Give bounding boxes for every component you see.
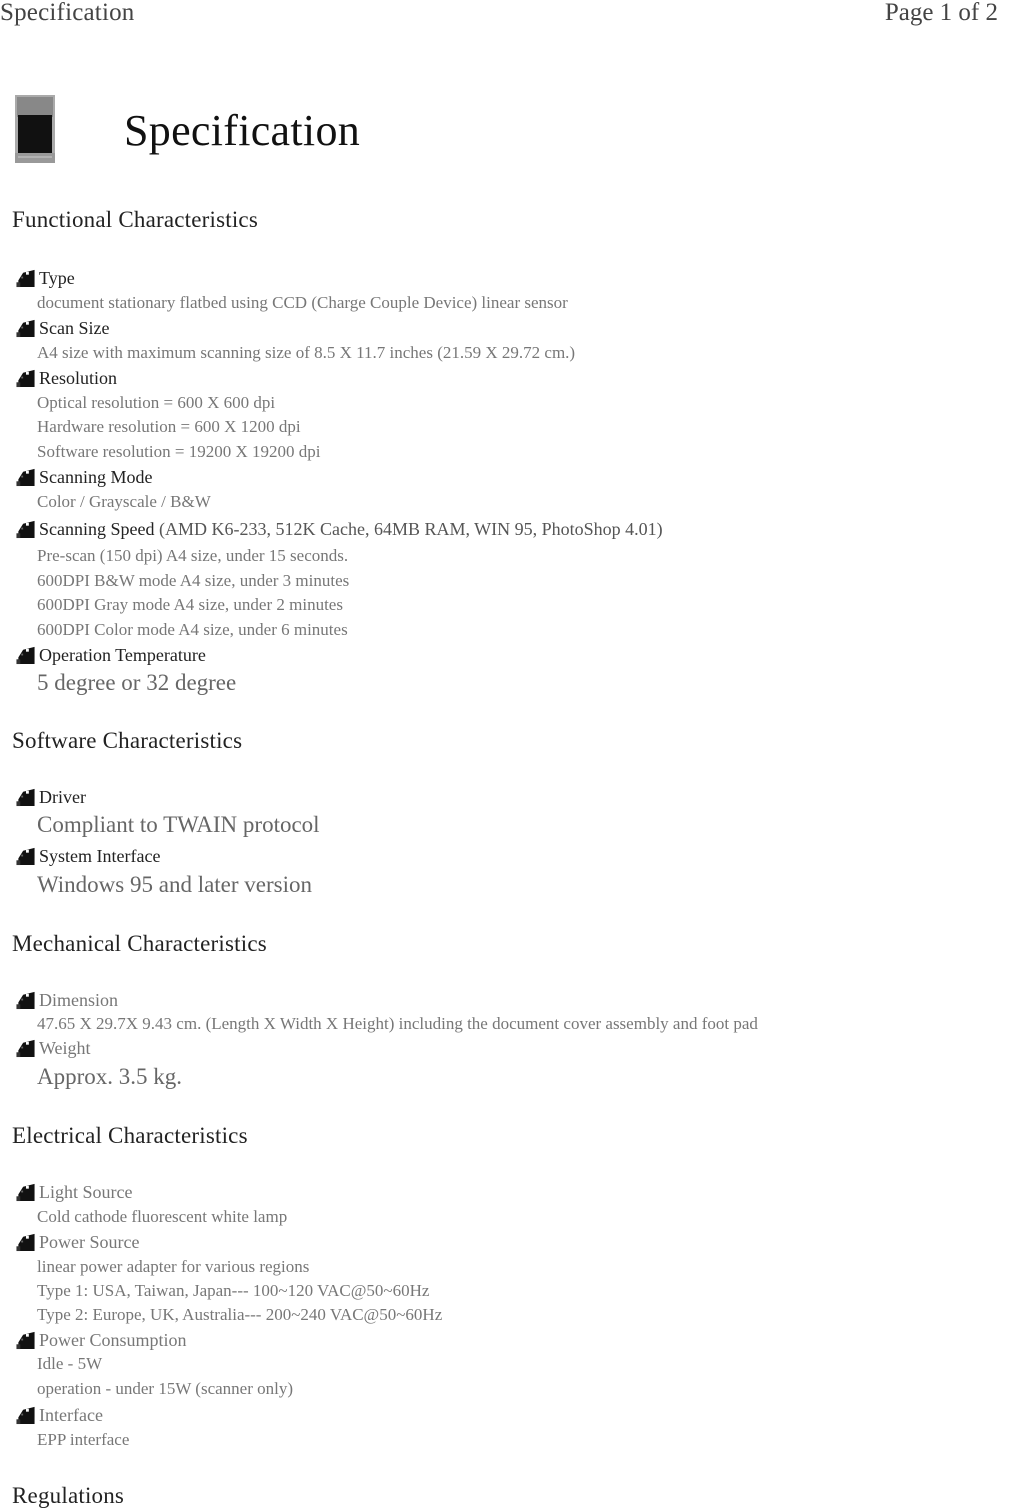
section-title-mechanical: Mechanical Characteristics: [12, 931, 267, 956]
item-power-consumption: [15, 1329, 187, 1351]
scanner-bullet-icon: [15, 368, 36, 388]
item-label: Resolution: [39, 368, 118, 388]
item-value: 5 degree or 32 degree: [37, 670, 237, 695]
item-label: Interface: [39, 1405, 103, 1425]
item-weight: [15, 1037, 91, 1059]
scanner-bullet-icon: [15, 1038, 36, 1058]
scanner-bullet-icon: [15, 268, 36, 288]
item-value: document stationary flatbed using CCD (Charge Couple Device) linear sensor: [37, 293, 568, 312]
item-system-interface: [15, 845, 160, 867]
item-label: Light Source: [39, 1182, 133, 1202]
item-label: Weight: [39, 1038, 91, 1058]
item-value: 600DPI B&W mode A4 size, under 3 minutes: [37, 571, 350, 590]
item-label: Operation Temperature: [39, 645, 206, 665]
scanner-bullet-icon: [15, 318, 36, 338]
item-value: Optical resolution = 600 X 600 dpi: [37, 393, 276, 412]
section-title-functional: Functional Characteristics: [12, 207, 258, 232]
item-value: 47.65 X 29.7X 9.43 cm. (Length X Width X Height) including the document cover assembly and foot pad: [37, 1014, 758, 1033]
scanner-bullet-icon: [15, 645, 36, 665]
item-label: Scanning Speed: [39, 519, 155, 539]
section-title-regulations: Regulations: [12, 1483, 125, 1508]
scanner-bullet-icon: [15, 990, 36, 1010]
item-scan-size: [15, 317, 109, 339]
item-value: Cold cathode fluorescent white lamp: [37, 1207, 288, 1226]
item-label: Dimension: [39, 990, 118, 1010]
item-value: Type 2: Europe, UK, Australia--- 200~240 VAC@50~60Hz: [37, 1305, 443, 1324]
header-document-title: Specification: [0, 0, 135, 26]
item-power-source: [15, 1231, 139, 1253]
item-value: Idle - 5W: [37, 1354, 103, 1373]
item-value: Compliant to TWAIN protocol: [37, 812, 320, 837]
item-resolution: [15, 367, 117, 389]
item-value: operation - under 15W (scanner only): [37, 1379, 294, 1398]
item-scanning-speed: [15, 518, 663, 540]
item-operation-temperature: [15, 644, 206, 666]
item-label: System Interface: [39, 846, 161, 866]
item-label: Scan Size: [39, 318, 110, 338]
scanner-bullet-icon: [15, 1182, 36, 1202]
item-value: linear power adapter for various regions: [37, 1257, 310, 1276]
scanner-bullet-icon: [15, 1330, 36, 1350]
header-page-number: Page 1 of 2: [884, 0, 998, 26]
item-label-suffix: (AMD K6-233, 512K Cache, 64MB RAM, WIN 95, PhotoShop 4.01): [154, 519, 663, 539]
item-label: Driver: [39, 787, 86, 807]
item-type: [15, 267, 75, 289]
item-label: Scanning Mode: [39, 467, 153, 487]
section-title-electrical: Electrical Characteristics: [12, 1123, 248, 1148]
item-value: EPP interface: [37, 1430, 130, 1449]
scanner-bullet-icon: [15, 519, 36, 539]
item-value: Windows 95 and later version: [37, 872, 313, 897]
item-value: Approx. 3.5 kg.: [37, 1064, 183, 1089]
item-driver: [15, 786, 86, 808]
scanner-bullet-icon: [15, 787, 36, 807]
item-value: Color / Grayscale / B&W: [37, 492, 211, 511]
item-value: 600DPI Color mode A4 size, under 6 minutes: [37, 620, 348, 639]
item-value: Software resolution = 19200 X 19200 dpi: [37, 442, 321, 461]
item-value: Type 1: USA, Taiwan, Japan--- 100~120 VAC@50~60Hz: [37, 1281, 430, 1300]
item-dimension: [15, 989, 118, 1011]
item-value: A4 size with maximum scanning size of 8.5 X 11.7 inches (21.59 X 29.72 cm.): [37, 343, 576, 362]
item-scanning-mode: [15, 466, 152, 488]
item-label: Power Consumption: [39, 1330, 187, 1350]
document-page-icon: [15, 95, 55, 163]
item-label: Type: [39, 268, 75, 288]
scanner-bullet-icon: [15, 846, 36, 866]
item-value: 600DPI Gray mode A4 size, under 2 minutes: [37, 595, 343, 614]
scanner-bullet-icon: [15, 467, 36, 487]
item-label: Power Source: [39, 1232, 140, 1252]
scanner-bullet-icon: [15, 1232, 36, 1252]
item-value: Hardware resolution = 600 X 1200 dpi: [37, 417, 301, 436]
page-title: Specification: [124, 106, 361, 155]
item-light-source: [15, 1181, 132, 1203]
section-title-software: Software Characteristics: [12, 728, 243, 753]
item-value: Pre-scan (150 dpi) A4 size, under 15 seconds.: [37, 546, 349, 565]
scanner-bullet-icon: [15, 1405, 36, 1425]
item-interface: [15, 1404, 103, 1426]
